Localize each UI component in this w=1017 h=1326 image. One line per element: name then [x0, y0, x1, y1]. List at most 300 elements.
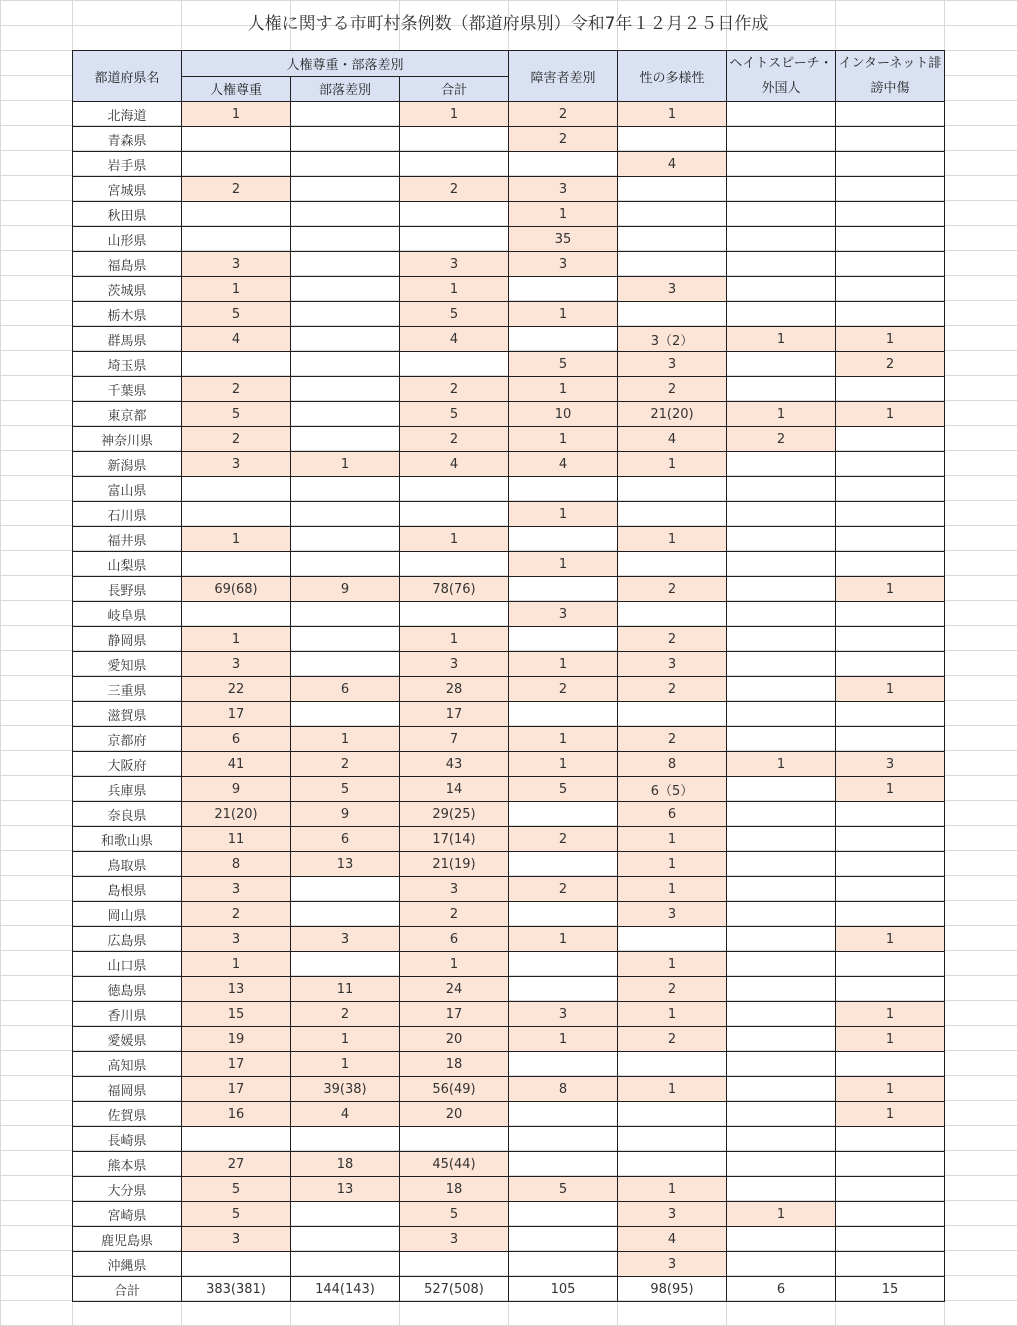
count-cell: 16	[182, 1102, 291, 1127]
count-cell: 2	[291, 752, 400, 777]
count-cell	[836, 1127, 945, 1152]
count-cell	[291, 427, 400, 452]
count-cell: 43	[400, 752, 509, 777]
count-cell	[727, 1077, 836, 1102]
count-cell	[836, 952, 945, 977]
count-cell	[836, 252, 945, 277]
count-cell: 9	[182, 777, 291, 802]
count-cell: 18	[400, 1177, 509, 1202]
count-cell	[618, 177, 727, 202]
table-row	[73, 327, 945, 352]
count-cell	[400, 152, 509, 177]
count-cell: 1	[509, 502, 618, 527]
count-cell: 14	[400, 777, 509, 802]
table-row	[73, 252, 945, 277]
count-cell: 1	[618, 1177, 727, 1202]
count-cell	[836, 802, 945, 827]
count-cell: 2	[618, 577, 727, 602]
count-cell	[509, 152, 618, 177]
prefecture-name: 北海道	[73, 102, 182, 127]
table-row	[73, 902, 945, 927]
count-cell: 4	[291, 1102, 400, 1127]
count-cell: 7	[400, 727, 509, 752]
count-cell	[836, 527, 945, 552]
table-row	[73, 1177, 945, 1202]
prefecture-name: 石川県	[73, 502, 182, 527]
count-cell: 2	[291, 1002, 400, 1027]
header-disability: 障害者差別	[509, 51, 618, 102]
count-cell	[727, 602, 836, 627]
count-cell: 13	[291, 1177, 400, 1202]
table-row	[73, 227, 945, 252]
table-row	[73, 152, 945, 177]
count-cell: 2	[400, 377, 509, 402]
count-cell: 1	[836, 777, 945, 802]
header-prefecture: 都道府県名	[73, 51, 182, 102]
count-cell	[727, 252, 836, 277]
sheet-title: 人権に関する市町村条例数（都道府県別）令和7年１２月２５日作成	[247, 14, 769, 34]
count-cell	[509, 1227, 618, 1252]
count-cell: 1	[400, 627, 509, 652]
count-cell: 5	[400, 302, 509, 327]
count-cell	[836, 227, 945, 252]
count-cell	[836, 377, 945, 402]
count-cell	[400, 502, 509, 527]
count-cell: 1	[618, 102, 727, 127]
count-cell	[291, 902, 400, 927]
prefecture-name: 千葉県	[73, 377, 182, 402]
prefecture-name: 富山県	[73, 477, 182, 502]
count-cell	[509, 1152, 618, 1177]
count-cell	[836, 1202, 945, 1227]
count-cell: 5	[509, 777, 618, 802]
prefecture-name: 愛知県	[73, 652, 182, 677]
count-cell	[509, 627, 618, 652]
total-cell: 6	[727, 1277, 836, 1302]
table-row	[73, 127, 945, 152]
count-cell: 3	[182, 452, 291, 477]
count-cell: 3	[618, 1202, 727, 1227]
count-cell: 3（2）	[618, 327, 727, 352]
count-cell	[727, 1227, 836, 1252]
count-cell	[182, 352, 291, 377]
count-cell: 3	[400, 252, 509, 277]
count-cell	[727, 227, 836, 252]
count-cell: 9	[291, 802, 400, 827]
count-cell	[291, 277, 400, 302]
count-cell: 56(49)	[400, 1077, 509, 1102]
count-cell	[291, 627, 400, 652]
header-buraku: 部落差別	[291, 76, 400, 102]
count-cell	[618, 227, 727, 252]
count-cell	[836, 477, 945, 502]
count-cell	[400, 602, 509, 627]
total-cell: 144(143)	[291, 1277, 400, 1302]
count-cell	[836, 1052, 945, 1077]
prefecture-name: 鹿児島県	[73, 1227, 182, 1252]
count-cell	[182, 477, 291, 502]
count-cell	[836, 152, 945, 177]
count-cell: 10	[509, 402, 618, 427]
count-cell: 3	[509, 177, 618, 202]
table-row	[73, 177, 945, 202]
count-cell	[291, 127, 400, 152]
prefecture-name: 栃木県	[73, 302, 182, 327]
table-row	[73, 1077, 945, 1102]
count-cell	[727, 352, 836, 377]
count-cell: 1	[182, 277, 291, 302]
count-cell	[836, 277, 945, 302]
count-cell	[836, 302, 945, 327]
count-cell: 1	[509, 377, 618, 402]
count-cell	[182, 127, 291, 152]
count-cell: 41	[182, 752, 291, 777]
count-cell: 1	[400, 102, 509, 127]
count-cell: 2	[400, 902, 509, 927]
count-cell	[727, 1177, 836, 1202]
table-row	[73, 777, 945, 802]
count-cell: 3	[400, 652, 509, 677]
count-cell: 17	[182, 702, 291, 727]
prefecture-name: 東京都	[73, 402, 182, 427]
count-cell: 2	[182, 427, 291, 452]
prefecture-name: 宮崎県	[73, 1202, 182, 1227]
count-cell: 5	[182, 302, 291, 327]
count-cell	[618, 602, 727, 627]
count-cell: 19	[182, 1027, 291, 1052]
count-cell	[618, 927, 727, 952]
count-cell: 17(14)	[400, 827, 509, 852]
count-cell	[291, 227, 400, 252]
count-cell: 1	[727, 327, 836, 352]
prefecture-name: 三重県	[73, 677, 182, 702]
table-row	[73, 452, 945, 477]
count-cell: 2	[618, 677, 727, 702]
count-cell: 3	[618, 902, 727, 927]
count-cell	[182, 602, 291, 627]
count-cell	[291, 177, 400, 202]
count-cell: 18	[291, 1152, 400, 1177]
count-cell	[509, 1252, 618, 1277]
table-row	[73, 752, 945, 777]
count-cell	[727, 1127, 836, 1152]
prefecture-name: 山梨県	[73, 552, 182, 577]
count-cell: 15	[182, 1002, 291, 1027]
count-cell: 78(76)	[400, 577, 509, 602]
count-cell	[291, 527, 400, 552]
count-cell: 1	[509, 552, 618, 577]
count-cell: 18	[400, 1052, 509, 1077]
count-cell	[727, 727, 836, 752]
count-cell	[618, 477, 727, 502]
count-cell	[836, 552, 945, 577]
prefecture-name: 神奈川県	[73, 427, 182, 452]
table-row	[73, 977, 945, 1002]
count-cell	[727, 127, 836, 152]
header-human-rights-group: 人権尊重・部落差別	[182, 51, 509, 77]
table-row	[73, 1127, 945, 1152]
count-cell: 2	[182, 902, 291, 927]
table-row	[73, 927, 945, 952]
count-cell	[182, 1127, 291, 1152]
count-cell: 1	[618, 827, 727, 852]
count-cell	[727, 977, 836, 1002]
count-cell	[727, 852, 836, 877]
prefecture-name: 愛媛県	[73, 1027, 182, 1052]
count-cell: 4	[509, 452, 618, 477]
count-cell: 1	[291, 452, 400, 477]
count-cell: 1	[618, 877, 727, 902]
total-label: 合計	[73, 1277, 182, 1302]
count-cell	[509, 852, 618, 877]
count-cell: 6	[182, 727, 291, 752]
count-cell: 2	[727, 427, 836, 452]
count-cell	[727, 502, 836, 527]
count-cell: 1	[618, 452, 727, 477]
count-cell: 11	[182, 827, 291, 852]
count-cell	[727, 452, 836, 477]
count-cell: 1	[182, 627, 291, 652]
table-row	[73, 302, 945, 327]
count-cell: 3	[182, 1227, 291, 1252]
table-row	[73, 1102, 945, 1127]
count-cell	[836, 827, 945, 852]
count-cell: 1	[618, 1002, 727, 1027]
count-cell	[291, 327, 400, 352]
count-cell	[727, 302, 836, 327]
prefecture-name: 群馬県	[73, 327, 182, 352]
prefecture-name: 大阪府	[73, 752, 182, 777]
count-cell: 1	[291, 727, 400, 752]
count-cell: 1	[291, 1027, 400, 1052]
count-cell: 4	[618, 427, 727, 452]
ordinance-count-table	[72, 50, 945, 1302]
prefecture-name: 熊本県	[73, 1152, 182, 1177]
count-cell: 2	[509, 877, 618, 902]
count-cell: 1	[618, 952, 727, 977]
count-cell: 1	[509, 302, 618, 327]
table-row	[73, 952, 945, 977]
table-row	[73, 1027, 945, 1052]
count-cell	[291, 152, 400, 177]
count-cell: 2	[182, 377, 291, 402]
count-cell: 17	[400, 702, 509, 727]
table-row	[73, 677, 945, 702]
table-row	[73, 352, 945, 377]
count-cell	[291, 602, 400, 627]
prefecture-name: 奈良県	[73, 802, 182, 827]
count-cell	[291, 477, 400, 502]
count-cell: 5	[400, 1202, 509, 1227]
prefecture-name: 新潟県	[73, 452, 182, 477]
count-cell: 5	[509, 352, 618, 377]
count-cell: 11	[291, 977, 400, 1002]
count-cell: 3	[618, 277, 727, 302]
count-cell	[618, 252, 727, 277]
count-cell: 8	[182, 852, 291, 877]
count-cell: 6（5）	[618, 777, 727, 802]
count-cell: 39(38)	[291, 1077, 400, 1102]
count-cell	[509, 977, 618, 1002]
count-cell	[836, 1177, 945, 1202]
count-cell: 3	[182, 927, 291, 952]
count-cell: 2	[618, 627, 727, 652]
count-cell: 6	[291, 677, 400, 702]
table-row	[73, 577, 945, 602]
total-row	[73, 1277, 945, 1302]
table-row	[73, 727, 945, 752]
count-cell	[400, 352, 509, 377]
count-cell	[836, 102, 945, 127]
count-cell: 2	[618, 377, 727, 402]
table-row	[73, 877, 945, 902]
count-cell: 24	[400, 977, 509, 1002]
prefecture-name: 岡山県	[73, 902, 182, 927]
count-cell	[182, 152, 291, 177]
count-cell	[400, 552, 509, 577]
count-cell	[727, 652, 836, 677]
count-cell	[836, 627, 945, 652]
count-cell: 2	[836, 352, 945, 377]
count-cell	[618, 1152, 727, 1177]
count-cell: 1	[509, 652, 618, 677]
count-cell	[291, 377, 400, 402]
count-cell: 22	[182, 677, 291, 702]
table-row	[73, 402, 945, 427]
count-cell	[291, 552, 400, 577]
prefecture-name: 福島県	[73, 252, 182, 277]
count-cell: 1	[836, 677, 945, 702]
count-cell: 4	[182, 327, 291, 352]
count-cell: 1	[727, 402, 836, 427]
count-cell: 3	[182, 252, 291, 277]
table-row	[73, 1202, 945, 1227]
count-cell	[618, 127, 727, 152]
count-cell: 3	[400, 877, 509, 902]
total-cell: 15	[836, 1277, 945, 1302]
count-cell	[727, 552, 836, 577]
count-cell	[727, 777, 836, 802]
count-cell	[509, 952, 618, 977]
table-row	[73, 602, 945, 627]
header-internet-defamation: インターネット誹謗中傷	[836, 51, 945, 102]
count-cell: 20	[400, 1102, 509, 1127]
count-cell: 17	[400, 1002, 509, 1027]
count-cell	[509, 477, 618, 502]
count-cell	[509, 802, 618, 827]
count-cell: 21(20)	[618, 402, 727, 427]
table-row	[73, 1152, 945, 1177]
prefecture-name: 広島県	[73, 927, 182, 952]
count-cell: 1	[182, 527, 291, 552]
count-cell: 5	[291, 777, 400, 802]
prefecture-name: 山形県	[73, 227, 182, 252]
count-cell: 1	[400, 952, 509, 977]
count-cell	[836, 1252, 945, 1277]
count-cell	[618, 202, 727, 227]
prefecture-name: 島根県	[73, 877, 182, 902]
count-cell	[509, 577, 618, 602]
count-cell: 1	[509, 752, 618, 777]
prefecture-name: 鳥取県	[73, 852, 182, 877]
count-cell: 21(19)	[400, 852, 509, 877]
count-cell	[836, 202, 945, 227]
count-cell	[291, 352, 400, 377]
count-cell: 1	[400, 527, 509, 552]
count-cell: 2	[509, 677, 618, 702]
prefecture-name: 静岡県	[73, 627, 182, 652]
count-cell	[727, 1152, 836, 1177]
count-cell: 1	[836, 402, 945, 427]
count-cell: 1	[836, 1077, 945, 1102]
count-cell	[836, 727, 945, 752]
count-cell: 1	[618, 527, 727, 552]
count-cell: 1	[509, 202, 618, 227]
count-cell: 3	[509, 1002, 618, 1027]
count-cell	[182, 227, 291, 252]
count-cell: 2	[509, 102, 618, 127]
count-cell	[509, 1127, 618, 1152]
count-cell	[836, 877, 945, 902]
count-cell	[182, 502, 291, 527]
count-cell: 3	[182, 652, 291, 677]
count-cell: 1	[618, 1077, 727, 1102]
count-cell: 8	[509, 1077, 618, 1102]
prefecture-name: 徳島県	[73, 977, 182, 1002]
count-cell: 35	[509, 227, 618, 252]
prefecture-name: 山口県	[73, 952, 182, 977]
count-cell: 3	[618, 1252, 727, 1277]
count-cell: 17	[182, 1052, 291, 1077]
header-subtotal: 合計	[400, 76, 509, 102]
count-cell	[509, 327, 618, 352]
count-cell	[836, 1152, 945, 1177]
prefecture-name: 宮城県	[73, 177, 182, 202]
count-cell	[836, 702, 945, 727]
prefecture-name: 兵庫県	[73, 777, 182, 802]
prefecture-name: 長野県	[73, 577, 182, 602]
table-row	[73, 1002, 945, 1027]
table-row	[73, 427, 945, 452]
count-cell	[727, 377, 836, 402]
count-cell: 4	[400, 327, 509, 352]
count-cell	[836, 1227, 945, 1252]
count-cell	[836, 902, 945, 927]
count-cell	[400, 1252, 509, 1277]
count-cell	[727, 927, 836, 952]
count-cell: 3	[182, 877, 291, 902]
count-cell	[509, 527, 618, 552]
count-cell: 1	[509, 1027, 618, 1052]
count-cell: 69(68)	[182, 577, 291, 602]
count-cell	[509, 702, 618, 727]
count-cell: 29(25)	[400, 802, 509, 827]
count-cell	[727, 902, 836, 927]
count-cell	[727, 177, 836, 202]
count-cell	[836, 177, 945, 202]
count-cell	[727, 827, 836, 852]
count-cell: 5	[182, 1177, 291, 1202]
count-cell: 28	[400, 677, 509, 702]
count-cell: 4	[618, 1227, 727, 1252]
count-cell	[509, 1202, 618, 1227]
count-cell	[727, 477, 836, 502]
count-cell	[618, 1052, 727, 1077]
table-row	[73, 102, 945, 127]
count-cell	[727, 877, 836, 902]
table-row	[73, 202, 945, 227]
table-row	[73, 552, 945, 577]
